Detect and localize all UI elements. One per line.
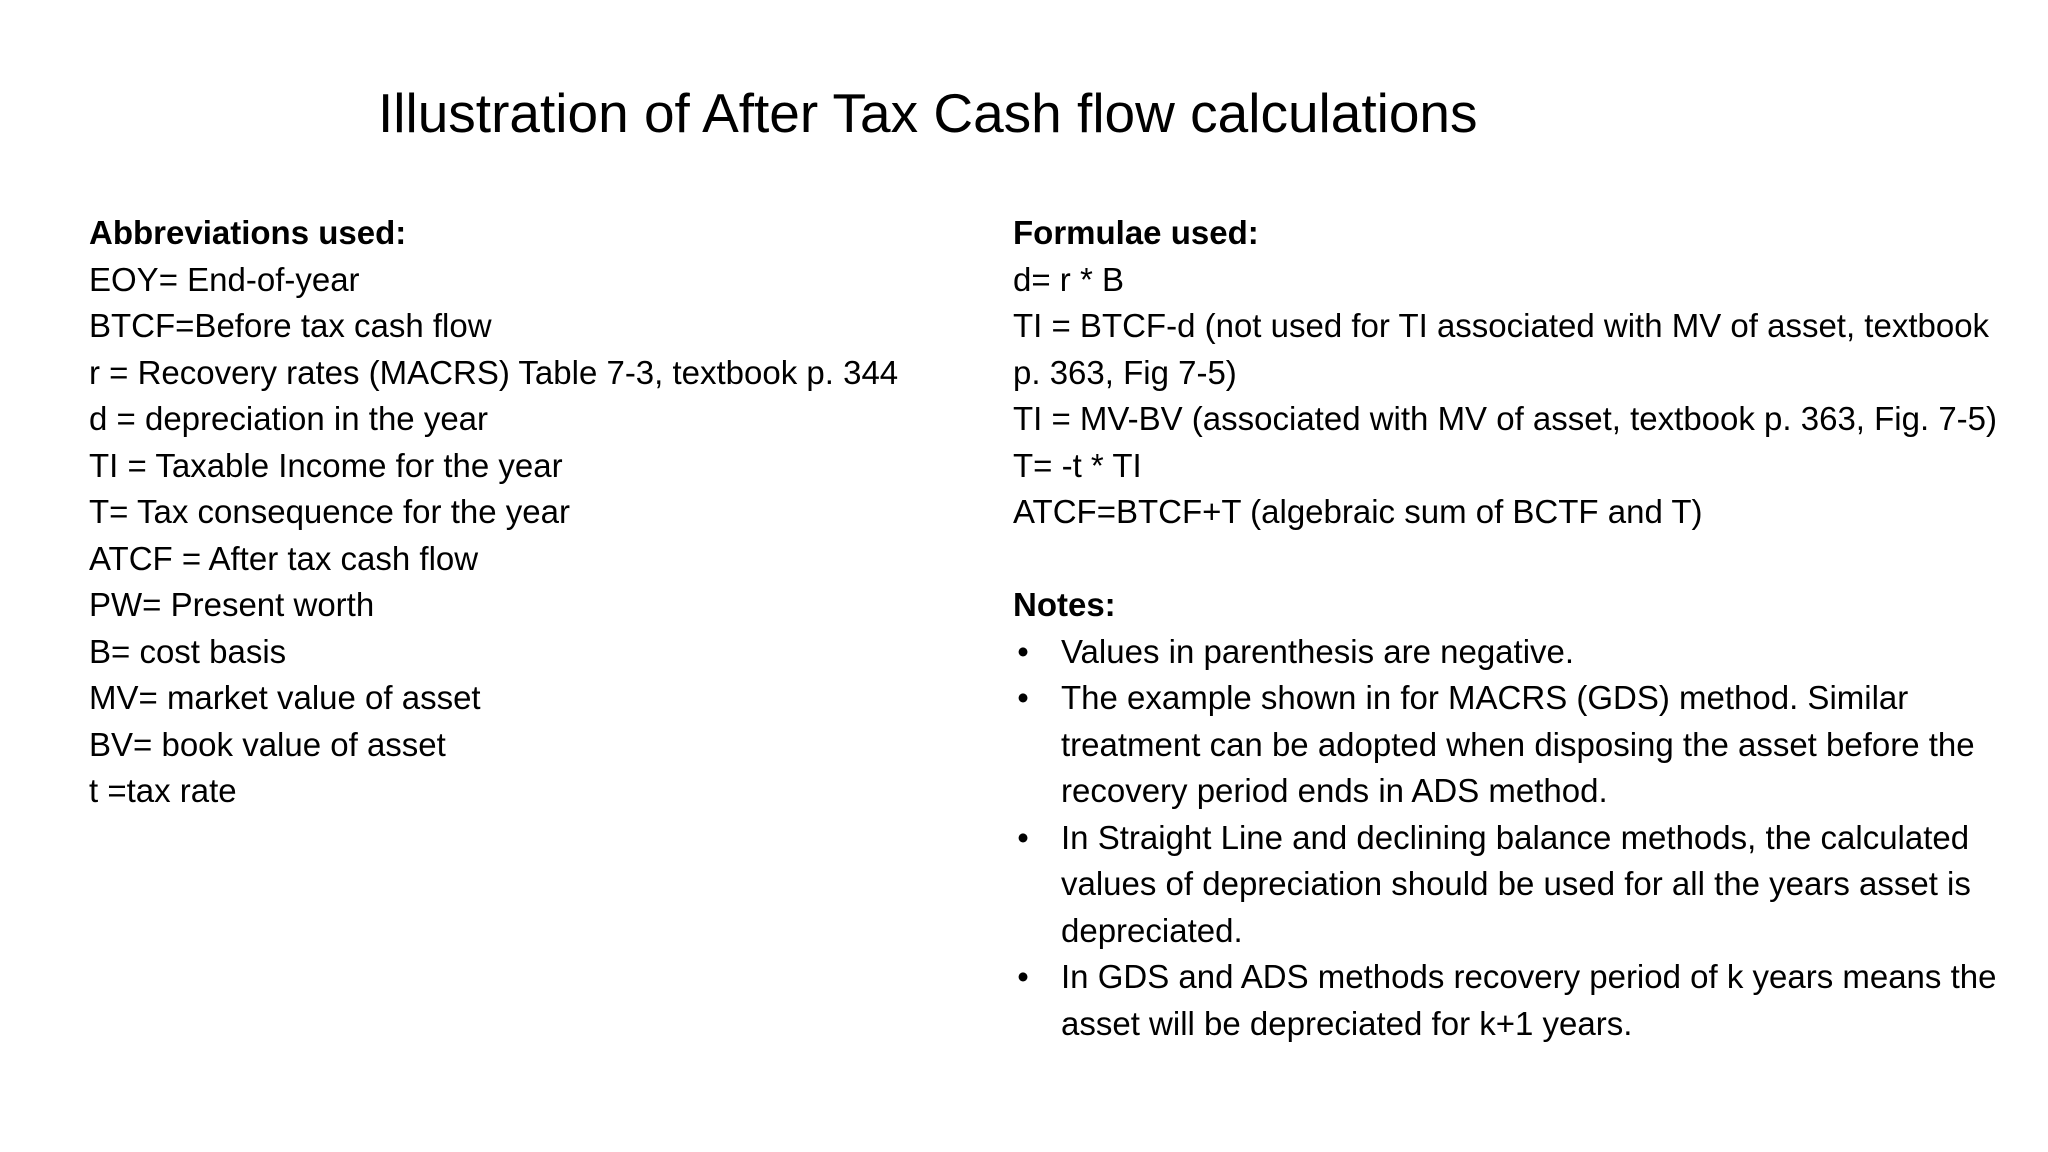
section-spacer [1013, 536, 2013, 583]
note-item [1013, 815, 2013, 955]
notes-list [1013, 629, 2013, 1048]
bullet-icon: • [1017, 958, 1029, 995]
abbreviation-item: r = Recovery rates (MACRS) Table 7-3, textbook p. 344 [89, 353, 899, 391]
bullet-icon: • [1017, 679, 1029, 716]
note-item [1013, 675, 2013, 815]
note-text: The example shown in for MACRS (GDS) method. Similar treatment can be adopted when disposing the asset before the recovery period ends in ADS method. [1061, 679, 1975, 809]
note-text: In Straight Line and declining balance methods, the calculated values of depreciation should be used for all the years asset is depreciated. [1061, 818, 1971, 949]
abbreviation-item: PW= Present worth [89, 586, 375, 623]
abbreviation-item: MV= market value of asset [89, 679, 481, 716]
note-item [1013, 954, 2013, 1047]
abbreviation-item: ATCF = After tax cash flow [89, 539, 479, 577]
formulae-heading: Formulae used: [1013, 214, 1259, 251]
slide-title: Illustration of After Tax Cash flow calculations [378, 82, 1478, 144]
abbreviation-item: d = depreciation in the year [89, 400, 489, 437]
formula-item: TI = MV-BV (associated with MV of asset, textbook p. 363, Fig. 7-5) [1013, 400, 1998, 437]
notes-heading: Notes: [1013, 586, 1116, 623]
abbreviation-item: B= cost basis [89, 632, 287, 670]
formula-item: TI = BTCF-d (not used for TI associated with MV of asset, textbook p. 363, Fig 7-5) [1013, 307, 1990, 391]
formula-item: ATCF=BTCF+T (algebraic sum of BCTF and T) [1013, 493, 1703, 530]
note-item [1013, 629, 2013, 676]
abbreviation-item: TI = Taxable Income for the year [89, 446, 563, 484]
formula-item: d= r * B [1013, 260, 1124, 298]
note-text: In GDS and ADS methods recovery period of k years means the asset will be depreciated for k+1 years. [1061, 958, 1997, 1042]
abbreviation-item: T= Tax consequence for the year [89, 493, 570, 530]
abbreviation-item: EOY= End-of-year [89, 260, 360, 298]
bullet-icon: • [1017, 818, 1029, 856]
abbreviations-section [89, 210, 989, 815]
abbreviation-item: BV= book value of asset [89, 725, 446, 763]
abbreviation-item: t =tax rate [89, 772, 237, 809]
note-text: Values in parenthesis are negative. [1061, 632, 1575, 670]
formulae-notes-section [1013, 210, 2013, 1047]
bullet-icon: • [1017, 632, 1029, 670]
formula-item: T= -t * TI [1013, 446, 1142, 484]
abbreviations-heading: Abbreviations used: [89, 214, 407, 251]
abbreviation-item: BTCF=Before tax cash flow [89, 307, 492, 344]
